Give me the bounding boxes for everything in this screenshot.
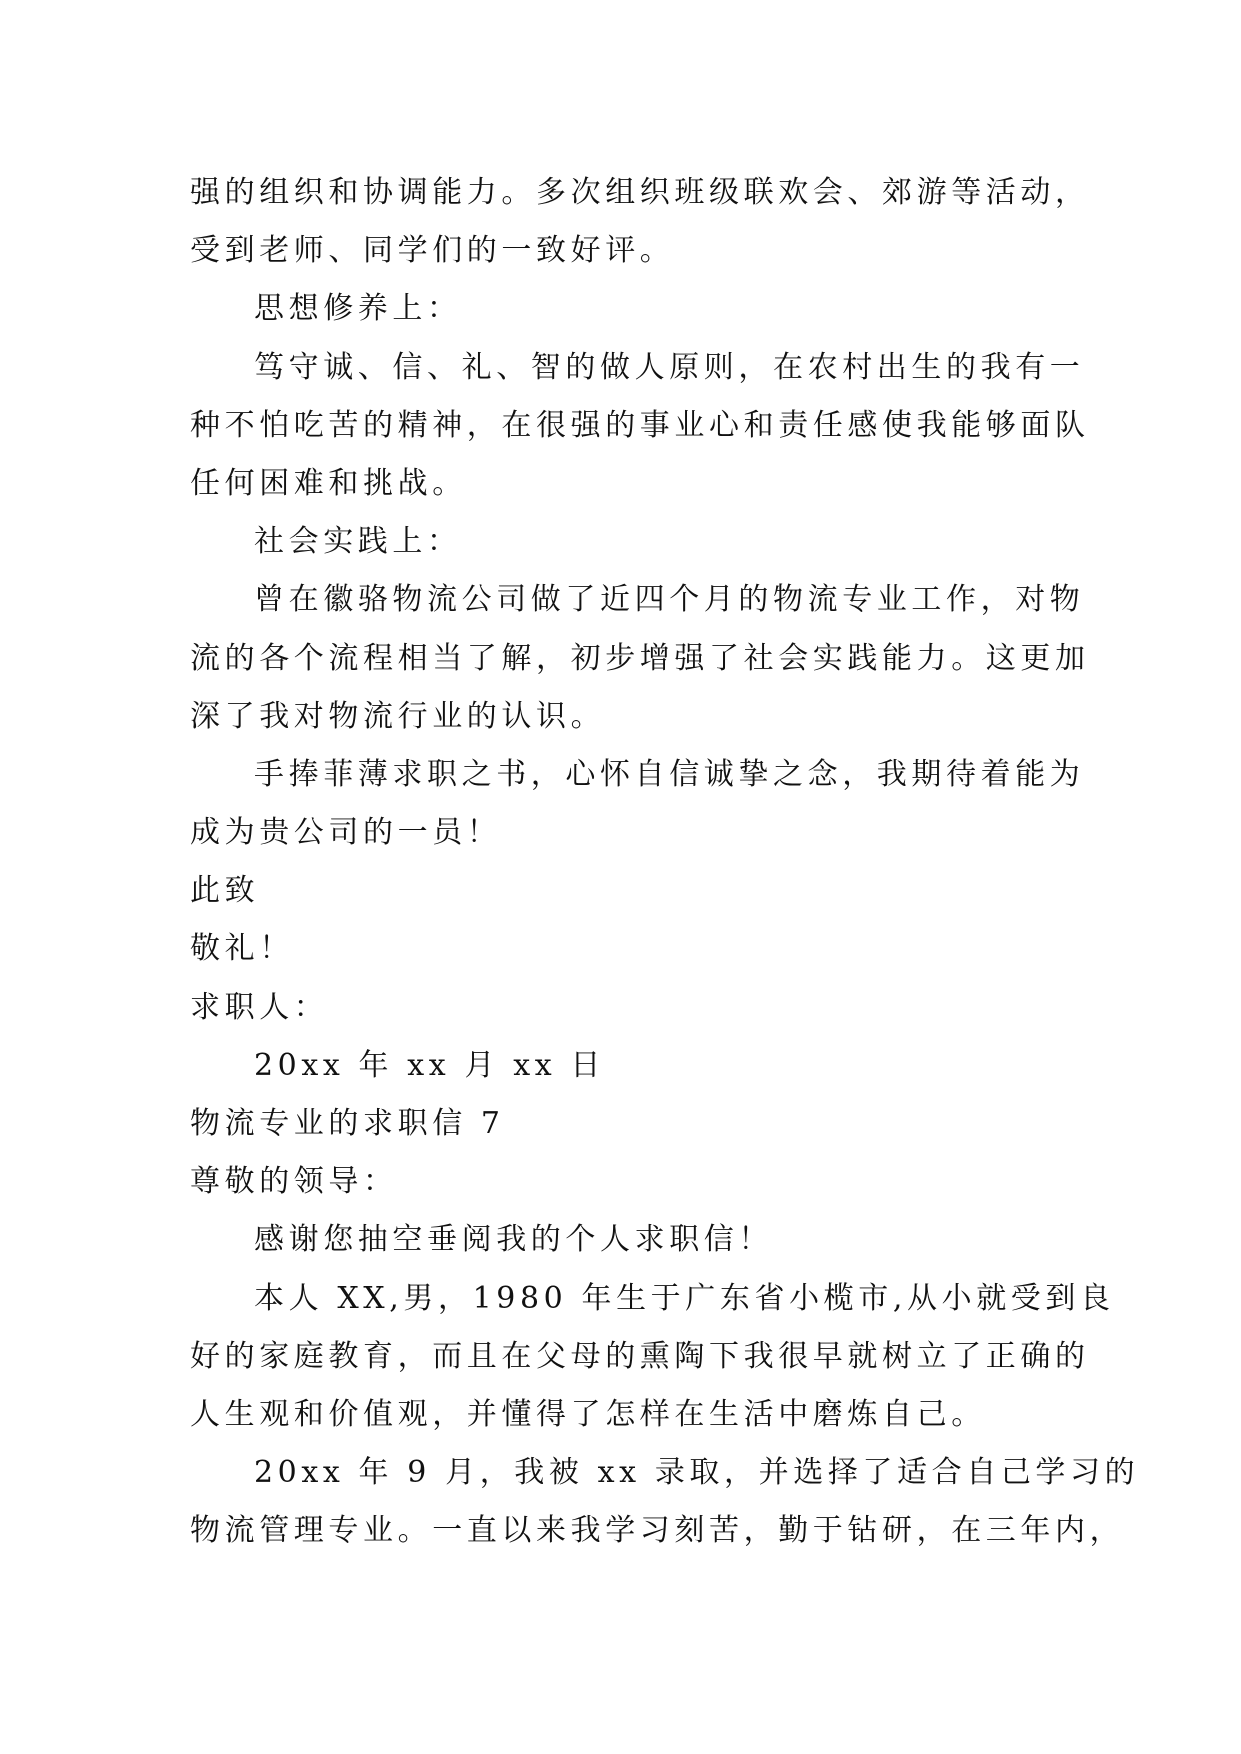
text-line: 笃守诚、信、礼、智的做人原则，在农村出生的我有一 [254,349,1085,385]
text-line: 尊敬的领导： [190,1164,398,1200]
text-line: 求职人： [190,989,329,1025]
text-line: 20xx 年 9 月，我被 xx 录取，并选择了适合自己学习的 [254,1455,1140,1491]
text-line: 曾在徽骆物流公司做了近四个月的物流专业工作，对物 [254,582,1085,618]
text-line: 20xx 年 xx 月 xx 日 [254,1047,605,1083]
text-line: 手捧菲薄求职之书，心怀自信诚挚之念，我期待着能为 [254,756,1085,792]
text-line: 强的组织和协调能力。多次组织班级联欢会、郊游等活动， [190,175,1090,210]
text-line: 种不怕吃苦的精神，在很强的事业心和责任感使我能够面队 [190,407,1090,443]
text-line: 物流管理专业。一直以来我学习刻苦，勤于钻研，在三年内， [190,1513,1125,1549]
text-line: 社会实践上： [254,524,462,560]
text-line: 好的家庭教育，而且在父母的熏陶下我很早就树立了正确的 [190,1338,1090,1374]
text-line: 深了我对物流行业的认识。 [190,698,606,734]
text-line: 受到老师、同学们的一致好评。 [190,233,675,269]
text-line: 物流专业的求职信 7 [190,1106,505,1141]
text-line: 本人 XX,男，1980 年生于广东省小榄市,从小就受到良 [254,1280,1115,1316]
text-line: 成为贵公司的一员！ [190,815,502,851]
text-line: 人生观和价值观，并懂得了怎样在生活中磨炼自己。 [190,1396,986,1432]
text-line: 思想修养上： [254,291,462,327]
text-line: 敬礼！ [190,931,294,967]
text-line: 感谢您抽空垂阅我的个人求职信！ [254,1222,773,1258]
document-body [190,164,1140,1561]
text-line: 此致 [190,873,260,909]
text-line: 流的各个流程相当了解，初步增强了社会实践能力。这更加 [190,640,1090,676]
text-line: 任何困难和挑战。 [190,465,467,501]
